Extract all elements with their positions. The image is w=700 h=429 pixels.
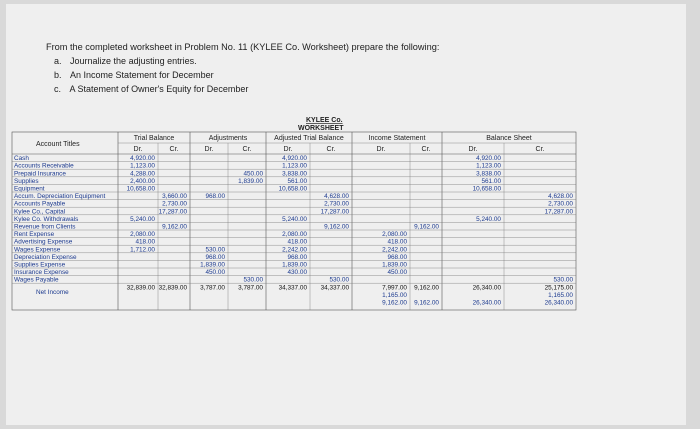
amount-cell: 530.00 [205,246,225,254]
amount-cell: 450.00 [387,269,407,277]
amount-cell: 561.00 [287,177,307,185]
amount-cell: 1,123.00 [476,162,501,170]
amount-cell: 9,162.00 [162,223,187,231]
amount-cell: 9,162.00 [414,223,439,231]
amount-cell: 561.00 [481,177,501,185]
dr-header: Dr. [204,146,214,153]
amount-cell: 2,730.00 [324,200,349,208]
amount-cell: 2,730.00 [162,200,187,208]
cr-header: Cr. [242,146,252,153]
amount-cell: 1,839.00 [382,261,407,269]
amount-cell: 4,920.00 [282,155,307,163]
dr-header: Dr. [283,146,293,153]
final-total-cell: 9,162.00 [414,299,439,307]
final-total-cell: 26,340.00 [472,299,501,307]
account-name: Wages Expense [14,246,61,254]
amount-cell: 1,123.00 [282,162,307,170]
amount-cell: 4,920.00 [130,155,155,163]
account-name: Kylee Co., Capital [14,208,66,216]
amount-cell: 1,839.00 [200,261,225,269]
amount-cell: 2,080.00 [282,231,307,239]
group-header: Income Statement [368,135,426,142]
total-cell: 32,839.00 [126,284,155,292]
amount-cell: 450.00 [243,170,263,178]
amount-cell: 2,080.00 [382,231,407,239]
total-cell: 34,337.00 [278,284,307,292]
amount-cell: 418.00 [135,238,155,246]
total-cell: 9,162.00 [414,284,439,292]
total-cell: 34,337.00 [320,284,349,292]
amount-cell: 1,123.00 [130,162,155,170]
amount-cell: 430.00 [287,269,307,277]
account-name: Equipment [14,185,45,193]
worksheet-title: WORKSHEET [298,125,344,132]
instruction-letter-a: a. [54,56,62,66]
amount-cell: 530.00 [553,276,573,284]
total-cell: 3,787.00 [238,284,263,292]
amount-cell: 2,400.00 [130,177,155,185]
account-name: Accum. Depreciation Equipment [14,193,106,201]
account-name: Kylee Co. Withdrawals [14,215,79,223]
amount-cell: 968.00 [205,253,225,261]
amount-cell: 2,730.00 [548,200,573,208]
instruction-text-c: A Statement of Owner's Equity for December [69,84,249,94]
final-total-cell: 26,340.00 [544,299,573,307]
worksheet-photo [6,4,686,425]
amount-cell: 4,628.00 [548,193,573,201]
amount-cell: 17,287.00 [320,208,349,216]
amount-cell: 3,838.00 [282,170,307,178]
total-cell: 3,787.00 [200,284,225,292]
amount-cell: 10,658.00 [278,185,307,193]
instruction-text-a: Journalize the adjusting entries. [70,56,197,66]
dr-header: Dr. [376,146,386,153]
amount-cell: 418.00 [287,238,307,246]
amount-cell: 418.00 [387,238,407,246]
account-name: Depreciation Expense [14,253,77,261]
worksheet-table [6,4,686,425]
amount-cell: 17,287.00 [544,208,573,216]
amount-cell: 968.00 [387,253,407,261]
cr-header: Cr. [169,146,179,153]
total-cell: 32,839.00 [158,284,187,292]
dr-header: Dr. [133,146,143,153]
cr-header: Cr. [326,146,336,153]
dr-header: Dr. [468,146,478,153]
amount-cell: 1,712.00 [130,246,155,254]
worksheet-company: KYLEE Co. [306,117,343,124]
amount-cell: 10,658.00 [126,185,155,193]
amount-cell: 4,288.00 [130,170,155,178]
group-header: Adjustments [208,135,248,142]
amount-cell: 17,287.00 [158,208,187,216]
amount-cell: 2,242.00 [282,246,307,254]
amount-cell: 968.00 [205,193,225,201]
account-name: Accounts Payable [14,200,66,208]
final-total-cell: 9,162.00 [382,299,407,307]
net-income-cell: 1,165.00 [382,291,407,299]
amount-cell: 4,628.00 [324,193,349,201]
account-name: Revenue from Clients [14,223,76,231]
instructions-intro: From the completed worksheet in Problem No. 11 (KYLEE Co. Worksheet) prepare the following: [46,42,440,52]
account-name: Supplies [14,177,39,185]
instruction-letter-c: c. [54,84,62,94]
account-titles-header: Account Titles [36,141,80,148]
amount-cell: 3,660.00 [162,193,187,201]
group-header: Trial Balance [133,135,175,142]
instruction-text-b: An Income Statement for December [70,70,214,80]
net-income-cell: 1,165.00 [548,291,573,299]
instruction-letter-b: b. [54,70,62,80]
account-name: Wages Payable [14,276,59,284]
account-name: Cash [14,155,29,163]
total-cell: 7,997.00 [382,284,407,292]
amount-cell: 530.00 [329,276,349,284]
amount-cell: 4,920.00 [476,155,501,163]
amount-cell: 968.00 [287,253,307,261]
amount-cell: 1,839.00 [238,177,263,185]
cr-header: Cr. [421,146,431,153]
amount-cell: 530.00 [243,276,263,284]
amount-cell: 5,240.00 [476,215,501,223]
total-cell: 26,340.00 [472,284,501,292]
account-name: Advertising Expense [14,238,73,246]
account-name: Insurance Expense [14,269,69,277]
amount-cell: 3,838.00 [476,170,501,178]
amount-cell: 10,658.00 [472,185,501,193]
amount-cell: 2,080.00 [130,231,155,239]
account-name: Prepaid Insurance [14,170,66,178]
cr-header: Cr. [535,146,545,153]
net-income-label: Net Income [36,288,69,296]
amount-cell: 5,240.00 [282,215,307,223]
account-name: Supplies Expense [14,261,66,269]
amount-cell: 2,242.00 [382,246,407,254]
amount-cell: 450.00 [205,269,225,277]
group-header: Adjusted Trial Balance [274,135,344,142]
account-name: Accounts Receivable [14,162,74,170]
amount-cell: 9,162.00 [324,223,349,231]
amount-cell: 5,240.00 [130,215,155,223]
total-cell: 25,175.00 [544,284,573,292]
amount-cell: 1,839.00 [282,261,307,269]
account-name: Rent Expense [14,231,55,239]
group-header: Balance Sheet [486,135,532,142]
